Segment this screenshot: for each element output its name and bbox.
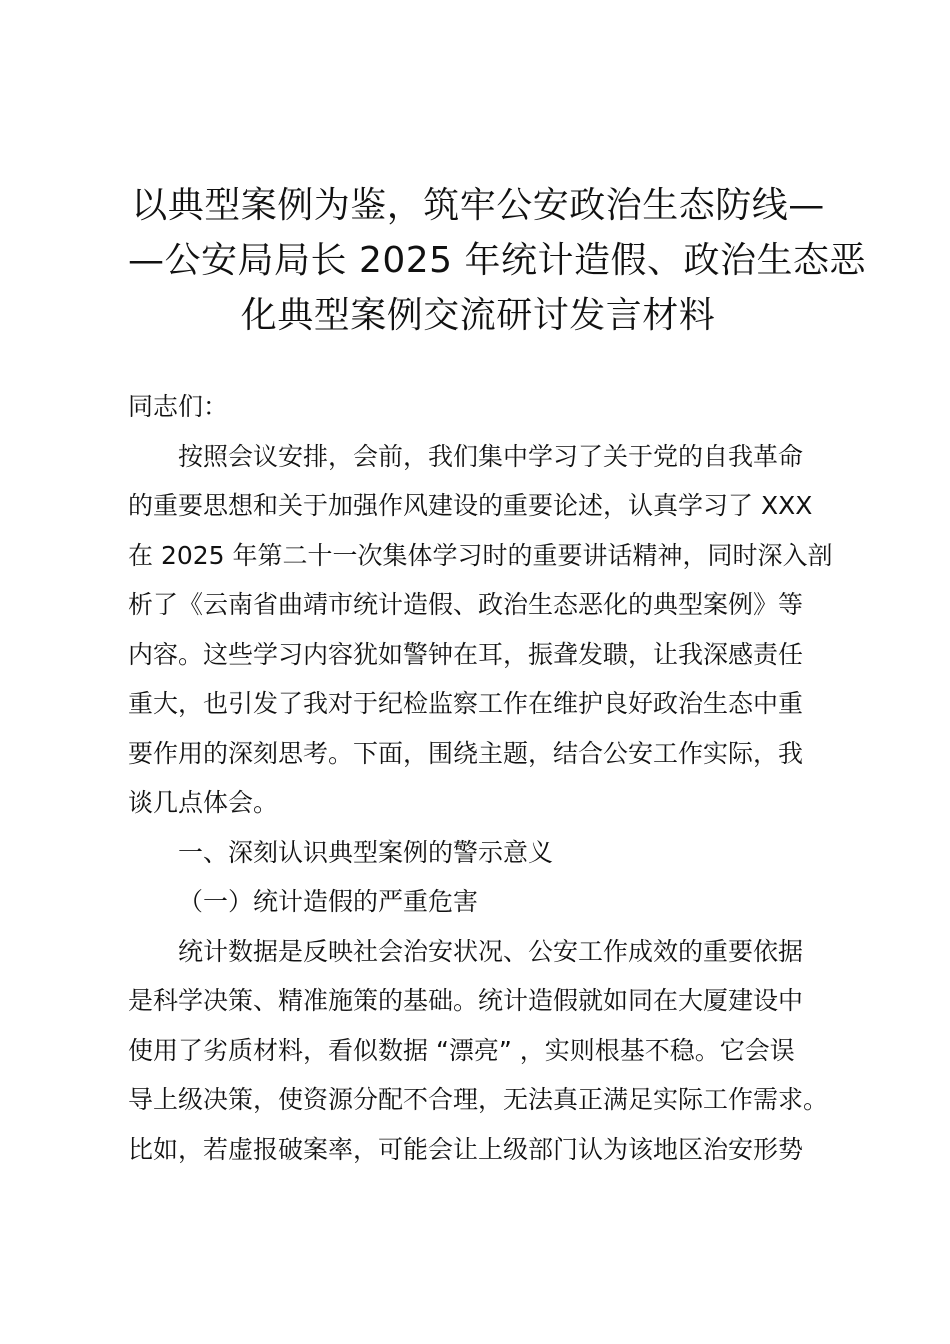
paragraph-1-line: 要作用的深刻思考。下面，围绕主题，结合公安工作实际，我 (128, 738, 804, 768)
paragraph-2-line: 统计数据是反映社会治安状况、公安工作成效的重要依据 (178, 936, 804, 966)
paragraph-2-line: 是科学决策、精准施策的基础。统计造假就如同在大厦建设中 (128, 986, 804, 1015)
paragraph-1-line: 按照会议安排，会前，我们集中学习了关于党的自我革命 (178, 441, 804, 471)
salutation-text: 同志们： (128, 392, 229, 421)
paragraph-1 (128, 432, 840, 828)
salutation (128, 382, 840, 432)
subsection-heading-1-text: （一）统计造假的严重危害 (178, 887, 479, 916)
paragraph-1-line: 在 2025 年第二十一次集体学习时的重要讲话精神，同时深入剖 (128, 540, 833, 570)
section-heading-1 (128, 828, 840, 878)
document-body (128, 382, 840, 1174)
paragraph-1-line: 内容。这些学习内容犹如警钟在耳，振聋发聩，让我深感责任 (128, 639, 804, 669)
paragraph-1-line: 的重要思想和关于加强作风建设的重要论述，认真学习了 XXX (128, 491, 813, 520)
paragraph-2-line: 导上级决策，使资源分配不合理，无法真正满足实际工作需求。 (128, 1085, 829, 1114)
paragraph-1-line: 重大，也引发了我对于纪检监察工作在维护良好政治生态中重 (128, 689, 804, 718)
paragraph-2 (128, 927, 840, 1175)
paragraph-2-line: 使用了劣质材料，看似数据 “漂亮” ，实则根基不稳。它会误 (128, 1035, 795, 1065)
paragraph-1-line: 谈几点体会。 (128, 788, 279, 817)
paragraph-1-line: 析了《云南省曲靖市统计造假、政治生态恶化的典型案例》等 (128, 590, 804, 619)
title-line-1: 以典型案例为鉴，筑牢公安政治生态防线— (131, 185, 825, 226)
title-line-3: 化典型案例交流研讨发言材料 (240, 295, 716, 336)
document-title (128, 178, 867, 343)
subsection-heading-1 (128, 877, 840, 927)
paragraph-2-line: 比如，若虚报破案率，可能会让上级部门认为该地区治安形势 (128, 1134, 804, 1164)
title-line-2: —公安局局长 2025 年统计造假、政治生态恶 (128, 240, 867, 281)
section-heading-1-text: 一、深刻认识典型案例的警示意义 (178, 837, 554, 867)
